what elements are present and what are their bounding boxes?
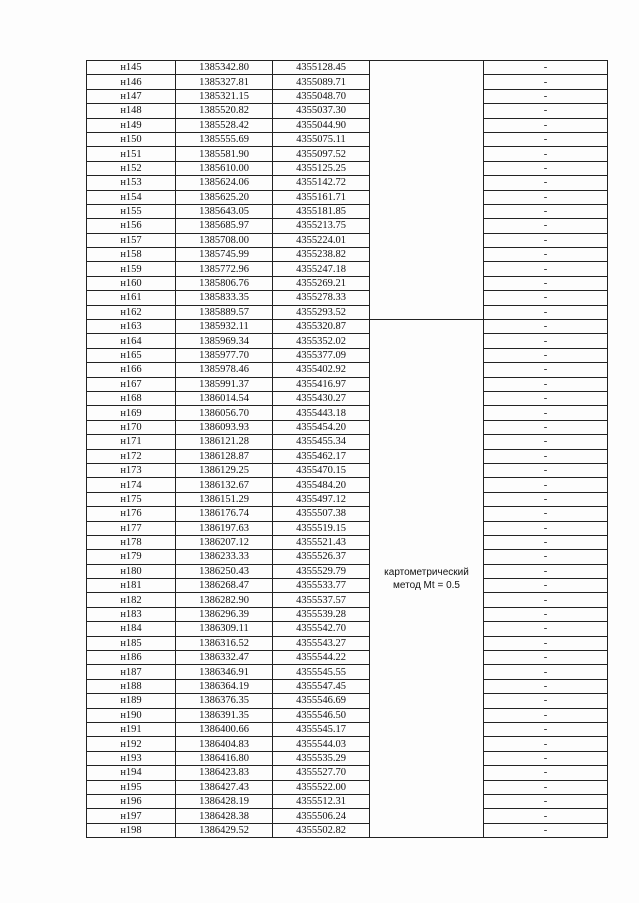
table-row [87, 751, 608, 765]
x-coordinate-cell: 1385889.57 [176, 305, 273, 319]
description-cell: - [484, 132, 608, 146]
description-cell: - [484, 665, 608, 679]
x-coordinate-cell: 1385978.46 [176, 363, 273, 377]
description-cell: - [484, 262, 608, 276]
point-name-cell: н180 [87, 564, 176, 578]
table-row [87, 636, 608, 650]
x-coordinate-cell: 1386423.83 [176, 766, 273, 780]
y-coordinate-cell: 4355502.82 [273, 823, 370, 837]
y-coordinate-cell: 4355546.69 [273, 694, 370, 708]
x-coordinate-cell: 1385327.81 [176, 75, 273, 89]
point-name-cell: н190 [87, 708, 176, 722]
table-row [87, 665, 608, 679]
x-coordinate-cell: 1386400.66 [176, 722, 273, 736]
y-coordinate-cell: 4355238.82 [273, 248, 370, 262]
y-coordinate-cell: 4355044.90 [273, 118, 370, 132]
x-coordinate-cell: 1385833.35 [176, 291, 273, 305]
y-coordinate-cell: 4355535.29 [273, 751, 370, 765]
y-coordinate-cell: 4355506.24 [273, 809, 370, 823]
y-coordinate-cell: 4355455.34 [273, 435, 370, 449]
point-name-cell: н194 [87, 766, 176, 780]
point-name-cell: н184 [87, 622, 176, 636]
x-coordinate-cell: 1386427.43 [176, 780, 273, 794]
description-cell: - [484, 622, 608, 636]
y-coordinate-cell: 4355544.22 [273, 651, 370, 665]
y-coordinate-cell: 4355416.97 [273, 377, 370, 391]
description-cell: - [484, 593, 608, 607]
y-coordinate-cell: 4355543.27 [273, 636, 370, 650]
table-row [87, 291, 608, 305]
table-row [87, 478, 608, 492]
table-row [87, 780, 608, 794]
description-cell: - [484, 780, 608, 794]
x-coordinate-cell: 1386376.35 [176, 694, 273, 708]
point-name-cell: н164 [87, 334, 176, 348]
y-coordinate-cell: 4355522.00 [273, 780, 370, 794]
x-coordinate-cell: 1385643.05 [176, 204, 273, 218]
description-cell: - [484, 348, 608, 362]
point-name-cell: н156 [87, 219, 176, 233]
table-row [87, 75, 608, 89]
table-row [87, 694, 608, 708]
table-row [87, 435, 608, 449]
x-coordinate-cell: 1386129.25 [176, 463, 273, 477]
point-name-cell: н173 [87, 463, 176, 477]
y-coordinate-cell: 4355454.20 [273, 420, 370, 434]
table-row [87, 363, 608, 377]
description-cell: - [484, 507, 608, 521]
table-row [87, 679, 608, 693]
description-cell: - [484, 161, 608, 175]
y-coordinate-cell: 4355526.37 [273, 550, 370, 564]
point-name-cell: н163 [87, 320, 176, 334]
point-name-cell: н154 [87, 190, 176, 204]
y-coordinate-cell: 4355545.17 [273, 722, 370, 736]
table-row [87, 89, 608, 103]
description-cell: - [484, 651, 608, 665]
y-coordinate-cell: 4355544.03 [273, 737, 370, 751]
point-name-cell: н161 [87, 291, 176, 305]
x-coordinate-cell: 1385581.90 [176, 147, 273, 161]
y-coordinate-cell: 4355128.45 [273, 61, 370, 75]
point-name-cell: н147 [87, 89, 176, 103]
table-row [87, 420, 608, 434]
table-row [87, 276, 608, 290]
point-name-cell: н185 [87, 636, 176, 650]
y-coordinate-cell: 4355247.18 [273, 262, 370, 276]
table-row [87, 219, 608, 233]
point-name-cell: н198 [87, 823, 176, 837]
y-coordinate-cell: 4355278.33 [273, 291, 370, 305]
x-coordinate-cell: 1385806.76 [176, 276, 273, 290]
description-cell: - [484, 176, 608, 190]
table-row [87, 248, 608, 262]
table-row [87, 61, 608, 75]
point-name-cell: н148 [87, 104, 176, 118]
description-cell: - [484, 377, 608, 391]
description-cell: - [484, 722, 608, 736]
x-coordinate-cell: 1386151.29 [176, 492, 273, 506]
description-cell: - [484, 694, 608, 708]
point-name-cell: н153 [87, 176, 176, 190]
point-name-cell: н172 [87, 449, 176, 463]
table-row [87, 492, 608, 506]
description-cell: - [484, 435, 608, 449]
description-cell: - [484, 751, 608, 765]
y-coordinate-cell: 4355269.21 [273, 276, 370, 290]
x-coordinate-cell: 1386176.74 [176, 507, 273, 521]
x-coordinate-cell: 1386404.83 [176, 737, 273, 751]
y-coordinate-cell: 4355539.28 [273, 607, 370, 621]
table-row [87, 737, 608, 751]
description-cell: - [484, 823, 608, 837]
x-coordinate-cell: 1386296.39 [176, 607, 273, 621]
x-coordinate-cell: 1386093.93 [176, 420, 273, 434]
description-cell: - [484, 219, 608, 233]
point-name-cell: н174 [87, 478, 176, 492]
x-coordinate-cell: 1386416.80 [176, 751, 273, 765]
x-coordinate-cell: 1386233.33 [176, 550, 273, 564]
point-name-cell: н179 [87, 550, 176, 564]
point-name-cell: н151 [87, 147, 176, 161]
y-coordinate-cell: 4355462.17 [273, 449, 370, 463]
x-coordinate-cell: 1386132.67 [176, 478, 273, 492]
point-name-cell: н195 [87, 780, 176, 794]
point-name-cell: н152 [87, 161, 176, 175]
y-coordinate-cell: 4355293.52 [273, 305, 370, 319]
point-name-cell: н189 [87, 694, 176, 708]
description-cell: - [484, 248, 608, 262]
table-row [87, 579, 608, 593]
point-name-cell: н167 [87, 377, 176, 391]
description-cell: - [484, 535, 608, 549]
y-coordinate-cell: 4355213.75 [273, 219, 370, 233]
y-coordinate-cell: 4355181.85 [273, 204, 370, 218]
x-coordinate-cell: 1386428.19 [176, 794, 273, 808]
y-coordinate-cell: 4355533.77 [273, 579, 370, 593]
table-row [87, 507, 608, 521]
point-name-cell: н183 [87, 607, 176, 621]
table-row [87, 766, 608, 780]
description-cell: - [484, 75, 608, 89]
table-row [87, 176, 608, 190]
x-coordinate-cell: 1385991.37 [176, 377, 273, 391]
description-cell: - [484, 118, 608, 132]
description-cell: - [484, 320, 608, 334]
point-name-cell: н191 [87, 722, 176, 736]
table-row [87, 377, 608, 391]
point-name-cell: н187 [87, 665, 176, 679]
description-cell: - [484, 420, 608, 434]
table-row [87, 521, 608, 535]
description-cell: - [484, 190, 608, 204]
description-cell: - [484, 147, 608, 161]
point-name-cell: н178 [87, 535, 176, 549]
y-coordinate-cell: 4355377.09 [273, 348, 370, 362]
description-cell: - [484, 276, 608, 290]
coordinates-table-body [87, 61, 608, 838]
table-row [87, 809, 608, 823]
description-cell: - [484, 492, 608, 506]
point-name-cell: н175 [87, 492, 176, 506]
point-name-cell: н171 [87, 435, 176, 449]
description-cell: - [484, 334, 608, 348]
table-row [87, 406, 608, 420]
description-cell: - [484, 636, 608, 650]
table-row [87, 334, 608, 348]
method-accuracy: метод Mt = 0.5 [393, 579, 460, 591]
point-name-cell: н162 [87, 305, 176, 319]
table-row [87, 622, 608, 636]
x-coordinate-cell: 1385685.97 [176, 219, 273, 233]
x-coordinate-cell: 1385708.00 [176, 233, 273, 247]
x-coordinate-cell: 1386268.47 [176, 579, 273, 593]
description-cell: - [484, 794, 608, 808]
table-row [87, 118, 608, 132]
x-coordinate-cell: 1385932.11 [176, 320, 273, 334]
y-coordinate-cell: 4355512.31 [273, 794, 370, 808]
point-name-cell: н182 [87, 593, 176, 607]
y-coordinate-cell: 4355352.02 [273, 334, 370, 348]
x-coordinate-cell: 1385610.00 [176, 161, 273, 175]
x-coordinate-cell: 1385342.80 [176, 61, 273, 75]
x-coordinate-cell: 1385528.42 [176, 118, 273, 132]
x-coordinate-cell: 1386056.70 [176, 406, 273, 420]
y-coordinate-cell: 4355089.71 [273, 75, 370, 89]
description-cell: - [484, 766, 608, 780]
y-coordinate-cell: 4355161.71 [273, 190, 370, 204]
point-name-cell: н192 [87, 737, 176, 751]
table-row [87, 550, 608, 564]
point-name-cell: н193 [87, 751, 176, 765]
table-row [87, 722, 608, 736]
y-coordinate-cell: 4355546.50 [273, 708, 370, 722]
point-name-cell: н165 [87, 348, 176, 362]
description-cell: - [484, 391, 608, 405]
method-cell [370, 320, 484, 838]
x-coordinate-cell: 1385555.69 [176, 132, 273, 146]
table-row [87, 823, 608, 837]
point-name-cell: н196 [87, 794, 176, 808]
x-coordinate-cell: 1385969.34 [176, 334, 273, 348]
description-cell: - [484, 679, 608, 693]
y-coordinate-cell: 4355075.11 [273, 132, 370, 146]
description-cell: - [484, 61, 608, 75]
x-coordinate-cell: 1385625.20 [176, 190, 273, 204]
description-cell: - [484, 564, 608, 578]
point-name-cell: н155 [87, 204, 176, 218]
table-row [87, 204, 608, 218]
point-name-cell: н181 [87, 579, 176, 593]
table-row [87, 391, 608, 405]
y-coordinate-cell: 4355470.15 [273, 463, 370, 477]
description-cell: - [484, 104, 608, 118]
description-cell: - [484, 204, 608, 218]
y-coordinate-cell: 4355443.18 [273, 406, 370, 420]
description-cell: - [484, 89, 608, 103]
point-name-cell: н149 [87, 118, 176, 132]
description-cell: - [484, 708, 608, 722]
method-name: картометрический [384, 566, 469, 578]
x-coordinate-cell: 1385745.99 [176, 248, 273, 262]
method-cell-empty [370, 61, 484, 320]
x-coordinate-cell: 1386429.52 [176, 823, 273, 837]
x-coordinate-cell: 1386332.47 [176, 651, 273, 665]
point-name-cell: н160 [87, 276, 176, 290]
table-row [87, 147, 608, 161]
y-coordinate-cell: 4355484.20 [273, 478, 370, 492]
table-row [87, 190, 608, 204]
x-coordinate-cell: 1386250.43 [176, 564, 273, 578]
x-coordinate-cell: 1386121.28 [176, 435, 273, 449]
table-row [87, 320, 608, 334]
point-name-cell: н168 [87, 391, 176, 405]
x-coordinate-cell: 1386428.38 [176, 809, 273, 823]
point-name-cell: н176 [87, 507, 176, 521]
point-name-cell: н145 [87, 61, 176, 75]
y-coordinate-cell: 4355521.43 [273, 535, 370, 549]
y-coordinate-cell: 4355097.52 [273, 147, 370, 161]
point-name-cell: н146 [87, 75, 176, 89]
y-coordinate-cell: 4355320.87 [273, 320, 370, 334]
table-row [87, 794, 608, 808]
x-coordinate-cell: 1386128.87 [176, 449, 273, 463]
y-coordinate-cell: 4355529.79 [273, 564, 370, 578]
x-coordinate-cell: 1386391.35 [176, 708, 273, 722]
description-cell: - [484, 233, 608, 247]
y-coordinate-cell: 4355527.70 [273, 766, 370, 780]
description-cell: - [484, 579, 608, 593]
y-coordinate-cell: 4355125.25 [273, 161, 370, 175]
x-coordinate-cell: 1385520.82 [176, 104, 273, 118]
point-name-cell: н186 [87, 651, 176, 665]
y-coordinate-cell: 4355224.01 [273, 233, 370, 247]
table-row [87, 449, 608, 463]
table-row [87, 348, 608, 362]
y-coordinate-cell: 4355542.70 [273, 622, 370, 636]
point-name-cell: н197 [87, 809, 176, 823]
x-coordinate-cell: 1385624.06 [176, 176, 273, 190]
table-row [87, 305, 608, 319]
x-coordinate-cell: 1386282.90 [176, 593, 273, 607]
description-cell: - [484, 463, 608, 477]
y-coordinate-cell: 4355519.15 [273, 521, 370, 535]
point-name-cell: н169 [87, 406, 176, 420]
coordinates-table [86, 60, 608, 838]
table-row [87, 708, 608, 722]
table-row [87, 651, 608, 665]
y-coordinate-cell: 4355507.38 [273, 507, 370, 521]
point-name-cell: н170 [87, 420, 176, 434]
y-coordinate-cell: 4355037.30 [273, 104, 370, 118]
point-name-cell: н157 [87, 233, 176, 247]
y-coordinate-cell: 4355402.92 [273, 363, 370, 377]
table-row [87, 535, 608, 549]
x-coordinate-cell: 1386207.12 [176, 535, 273, 549]
point-name-cell: н177 [87, 521, 176, 535]
x-coordinate-cell: 1386316.52 [176, 636, 273, 650]
x-coordinate-cell: 1386346.91 [176, 665, 273, 679]
x-coordinate-cell: 1386014.54 [176, 391, 273, 405]
point-name-cell: н158 [87, 248, 176, 262]
x-coordinate-cell: 1386309.11 [176, 622, 273, 636]
table-row [87, 607, 608, 621]
description-cell: - [484, 449, 608, 463]
x-coordinate-cell: 1386197.63 [176, 521, 273, 535]
point-name-cell: н166 [87, 363, 176, 377]
y-coordinate-cell: 4355537.57 [273, 593, 370, 607]
point-name-cell: н188 [87, 679, 176, 693]
table-row [87, 233, 608, 247]
description-cell: - [484, 291, 608, 305]
description-cell: - [484, 363, 608, 377]
description-cell: - [484, 478, 608, 492]
description-cell: - [484, 521, 608, 535]
point-name-cell: н159 [87, 262, 176, 276]
y-coordinate-cell: 4355142.72 [273, 176, 370, 190]
description-cell: - [484, 406, 608, 420]
x-coordinate-cell: 1385321.15 [176, 89, 273, 103]
description-cell: - [484, 737, 608, 751]
table-row [87, 262, 608, 276]
description-cell: - [484, 607, 608, 621]
table-row [87, 132, 608, 146]
y-coordinate-cell: 4355497.12 [273, 492, 370, 506]
table-row [87, 104, 608, 118]
table-row [87, 463, 608, 477]
description-cell: - [484, 809, 608, 823]
point-name-cell: н150 [87, 132, 176, 146]
table-row [87, 161, 608, 175]
description-cell: - [484, 305, 608, 319]
x-coordinate-cell: 1385772.96 [176, 262, 273, 276]
table-row [87, 564, 608, 578]
y-coordinate-cell: 4355430.27 [273, 391, 370, 405]
y-coordinate-cell: 4355547.45 [273, 679, 370, 693]
description-cell: - [484, 550, 608, 564]
table-row [87, 593, 608, 607]
x-coordinate-cell: 1385977.70 [176, 348, 273, 362]
x-coordinate-cell: 1386364.19 [176, 679, 273, 693]
y-coordinate-cell: 4355545.55 [273, 665, 370, 679]
y-coordinate-cell: 4355048.70 [273, 89, 370, 103]
